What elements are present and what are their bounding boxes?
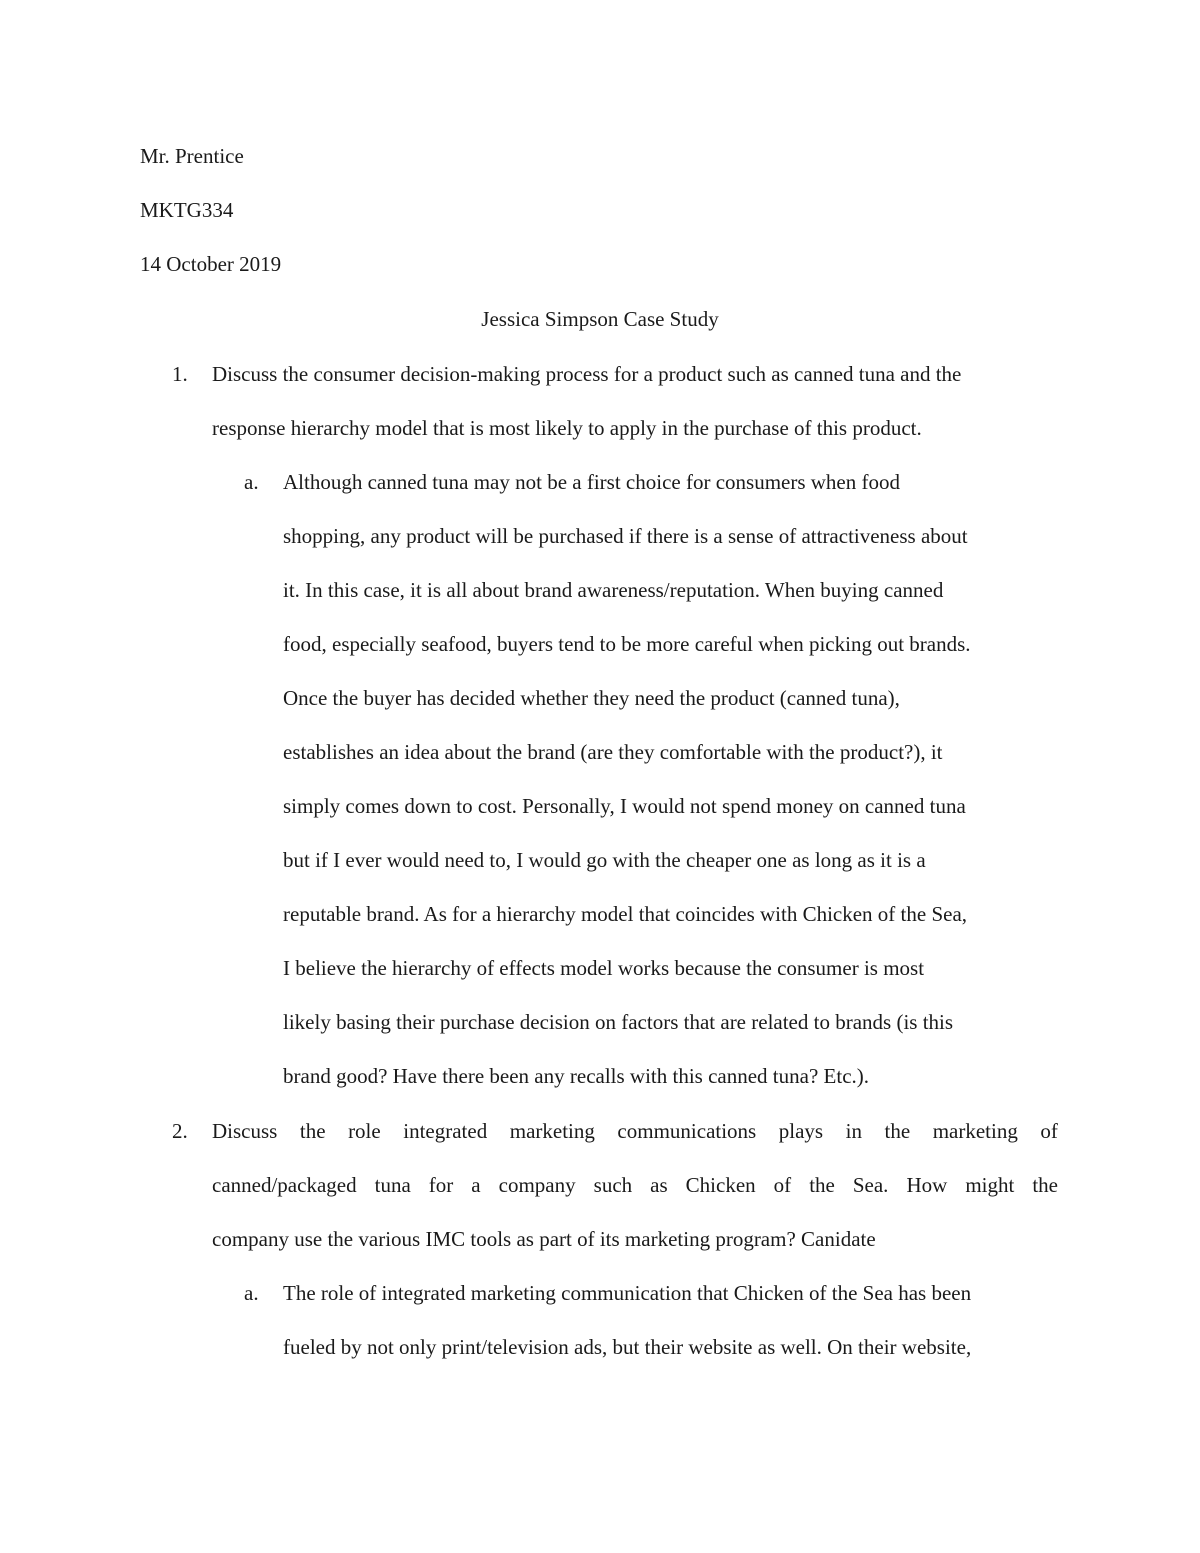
answer-1-line: I believe the hierarchy of effects model works because the consumer is most — [283, 956, 925, 980]
answer-2-line: The role of integrated marketing communication that Chicken of the Sea has been — [283, 1281, 972, 1305]
word: for — [428, 1173, 454, 1197]
answer-1-line: shopping, any product will be purchased if there is a sense of attractiveness about — [283, 524, 968, 548]
answer-1-line: Although canned tuna may not be a first choice for consumers when food — [283, 470, 900, 494]
word: integrated — [403, 1119, 488, 1143]
question-number: 1. — [172, 362, 188, 386]
word: tuna — [374, 1173, 411, 1197]
word: marketing — [509, 1119, 595, 1143]
word: communications — [617, 1119, 757, 1143]
word: Chicken — [685, 1173, 756, 1197]
word: as — [650, 1173, 668, 1197]
word: Discuss — [212, 1119, 278, 1143]
answer-2-line: fueled by not only print/television ads, but their website as well. On their website, — [283, 1335, 972, 1359]
word: company — [498, 1173, 576, 1197]
word: such — [593, 1173, 633, 1197]
word: plays — [778, 1119, 824, 1143]
question-2-line-1 — [212, 1118, 1058, 1144]
question-1-line-1: Discuss the consumer decision-making process for a product such as canned tuna and the — [212, 362, 962, 386]
word: role — [348, 1119, 381, 1143]
document-date: 14 October 2019 — [140, 252, 282, 276]
answer-1-line: likely basing their purchase decision on factors that are related to brands (is this — [283, 1010, 954, 1034]
course-code: MKTG334 — [140, 198, 234, 222]
word: canned/packaged — [212, 1173, 357, 1197]
answer-1-line: reputable brand. As for a hierarchy model that coincides with Chicken of the Sea, — [283, 902, 968, 926]
word: in — [845, 1119, 862, 1143]
answer-1-line: it. In this case, it is all about brand awareness/reputation. When buying canned — [283, 578, 944, 602]
question-2-line-2 — [212, 1172, 1058, 1198]
answer-label: a. — [244, 470, 259, 494]
word: of — [773, 1173, 792, 1197]
question-number: 2. — [172, 1119, 188, 1143]
answer-1-line: but if I ever would need to, I would go with the cheaper one as long as it is a — [283, 848, 926, 872]
word: Sea. — [852, 1173, 889, 1197]
word: of — [1040, 1119, 1058, 1143]
question-1-line-2: response hierarchy model that is most likely to apply in the purchase of this product. — [212, 416, 922, 440]
answer-label: a. — [244, 1281, 259, 1305]
word: the — [884, 1119, 911, 1143]
word: marketing — [932, 1119, 1018, 1143]
answer-1-line: simply comes down to cost. Personally, I would not spend money on canned tuna — [283, 794, 966, 818]
question-2-line-3: company use the various IMC tools as part of its marketing program? Canidate — [212, 1227, 876, 1251]
answer-1-line: establishes an idea about the brand (are they comfortable with the product?), it — [283, 740, 943, 764]
answer-1-line: food, especially seafood, buyers tend to be more careful when picking out brands. — [283, 632, 971, 656]
answer-1-line: Once the buyer has decided whether they need the product (canned tuna), — [283, 686, 900, 710]
instructor-name: Mr. Prentice — [140, 144, 244, 168]
word: the — [809, 1173, 835, 1197]
document-title: Jessica Simpson Case Study — [481, 307, 719, 331]
word: How — [906, 1173, 948, 1197]
word: the — [299, 1119, 326, 1143]
answer-1-line: brand good? Have there been any recalls with this canned tuna? Etc.). — [283, 1064, 870, 1088]
word: might — [965, 1173, 1015, 1197]
word: the — [1032, 1173, 1058, 1197]
word: a — [471, 1173, 481, 1197]
